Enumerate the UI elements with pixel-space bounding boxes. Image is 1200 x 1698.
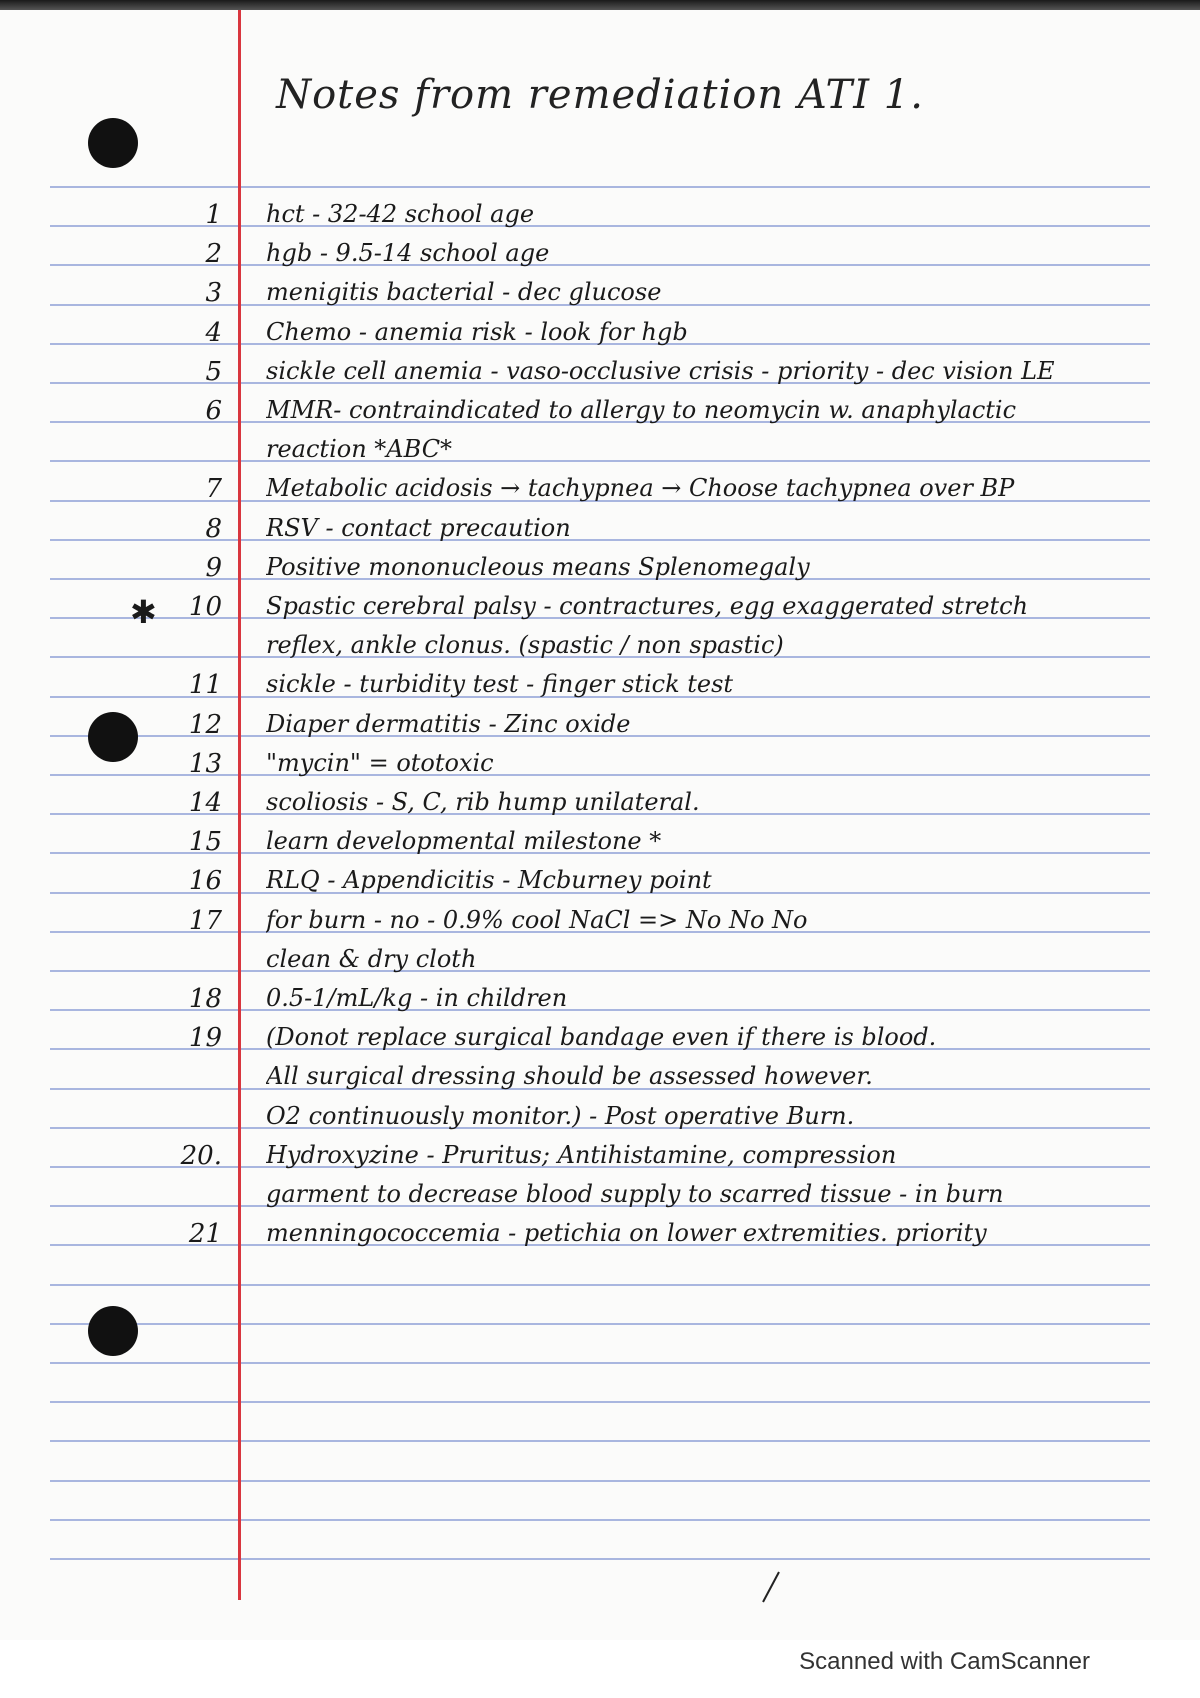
- note-number: 2: [205, 239, 222, 269]
- binder-hole-bottom: [88, 1306, 138, 1356]
- note-text: "mycin" = ototoxic: [266, 749, 494, 777]
- note-number: 14: [188, 788, 222, 818]
- note-text: Chemo - anemia risk - look for hgb: [266, 318, 688, 346]
- note-text: RSV - contact precaution: [266, 514, 571, 542]
- note-text: Positive mononucleous means Splenomegaly: [266, 553, 810, 581]
- note-continuation: clean & dry cloth: [266, 945, 477, 973]
- ruled-line: [50, 1558, 1150, 1560]
- ruled-line: [50, 1284, 1150, 1286]
- note-text: hct - 32-42 school age: [266, 200, 535, 228]
- note-continuation: All surgical dressing should be assessed however.: [266, 1062, 873, 1090]
- note-number: 20.: [180, 1141, 222, 1171]
- ruled-line: [50, 186, 1150, 188]
- note-text: hgb - 9.5-14 school age: [266, 239, 550, 267]
- ruled-line: [50, 1401, 1150, 1403]
- ruled-line: [50, 1440, 1150, 1442]
- note-number: 12: [188, 710, 222, 740]
- note-number: 1: [205, 200, 222, 230]
- note-number: 11: [188, 670, 222, 700]
- note-text: for burn - no - 0.9% cool NaCl => No No No: [266, 906, 808, 934]
- note-text: learn developmental milestone *: [266, 827, 662, 855]
- note-number: 17: [188, 906, 222, 936]
- note-number: 8: [205, 514, 222, 544]
- scanner-watermark: Scanned with CamScanner: [799, 1648, 1090, 1675]
- note-number: 19: [188, 1023, 222, 1053]
- note-text: (Donot replace surgical bandage even if there is blood.: [266, 1023, 937, 1051]
- note-number: 15: [188, 827, 222, 857]
- note-continuation: reflex, ankle clonus. (spastic / non spastic): [266, 631, 784, 659]
- note-number: 13: [188, 749, 222, 779]
- note-text: sickle cell anemia - vaso-occlusive crisis - priority - dec vision LE: [266, 357, 1055, 385]
- margin-line: [238, 10, 241, 1600]
- star-mark: ✱: [130, 593, 157, 631]
- footer: [0, 1640, 1200, 1698]
- note-number: 21: [188, 1219, 222, 1249]
- note-number: 6: [205, 396, 222, 426]
- binder-hole-middle: [88, 712, 138, 762]
- pen-mark: [762, 1572, 780, 1603]
- note-text: sickle - turbidity test - finger stick test: [266, 670, 734, 698]
- note-number: 3: [205, 278, 222, 308]
- top-edge: [0, 0, 1200, 10]
- note-number: 4: [205, 318, 222, 348]
- note-number: 9: [205, 553, 222, 583]
- note-number: 18: [188, 984, 222, 1014]
- note-text: Spastic cerebral palsy - contractures, egg exaggerated stretch: [266, 592, 1029, 620]
- note-text: scoliosis - S, C, rib hump unilateral.: [266, 788, 700, 816]
- ruled-line: [50, 1323, 1150, 1325]
- note-number: 7: [205, 474, 222, 504]
- note-text: Metabolic acidosis → tachypnea → Choose tachypnea over BP: [266, 474, 1015, 502]
- note-text: Diaper dermatitis - Zinc oxide: [266, 710, 631, 738]
- note-continuation: reaction *ABC*: [266, 435, 453, 463]
- page-title: Notes from remediation ATI 1.: [276, 72, 924, 118]
- note-continuation: O2 continuously monitor.) - Post operative Burn.: [266, 1102, 855, 1130]
- binder-hole-top: [88, 118, 138, 168]
- note-number: 10: [188, 592, 222, 622]
- note-text: Hydroxyzine - Pruritus; Antihistamine, compression: [266, 1141, 897, 1169]
- ruled-line: [50, 1519, 1150, 1521]
- note-text: 0.5-1/mL/kg - in children: [266, 984, 568, 1012]
- note-text: menningococcemia - petichia on lower extremities. priority: [266, 1219, 987, 1247]
- ruled-line: [50, 1362, 1150, 1364]
- note-text: MMR- contraindicated to allergy to neomycin w. anaphylactic: [266, 396, 1017, 424]
- note-text: RLQ - Appendicitis - Mcburney point: [266, 866, 712, 894]
- note-number: 16: [188, 866, 222, 896]
- note-continuation: garment to decrease blood supply to scarred tissue - in burn: [266, 1180, 1004, 1208]
- ruled-line: [50, 1480, 1150, 1482]
- note-text: menigitis bacterial - dec glucose: [266, 278, 662, 306]
- note-number: 5: [205, 357, 222, 387]
